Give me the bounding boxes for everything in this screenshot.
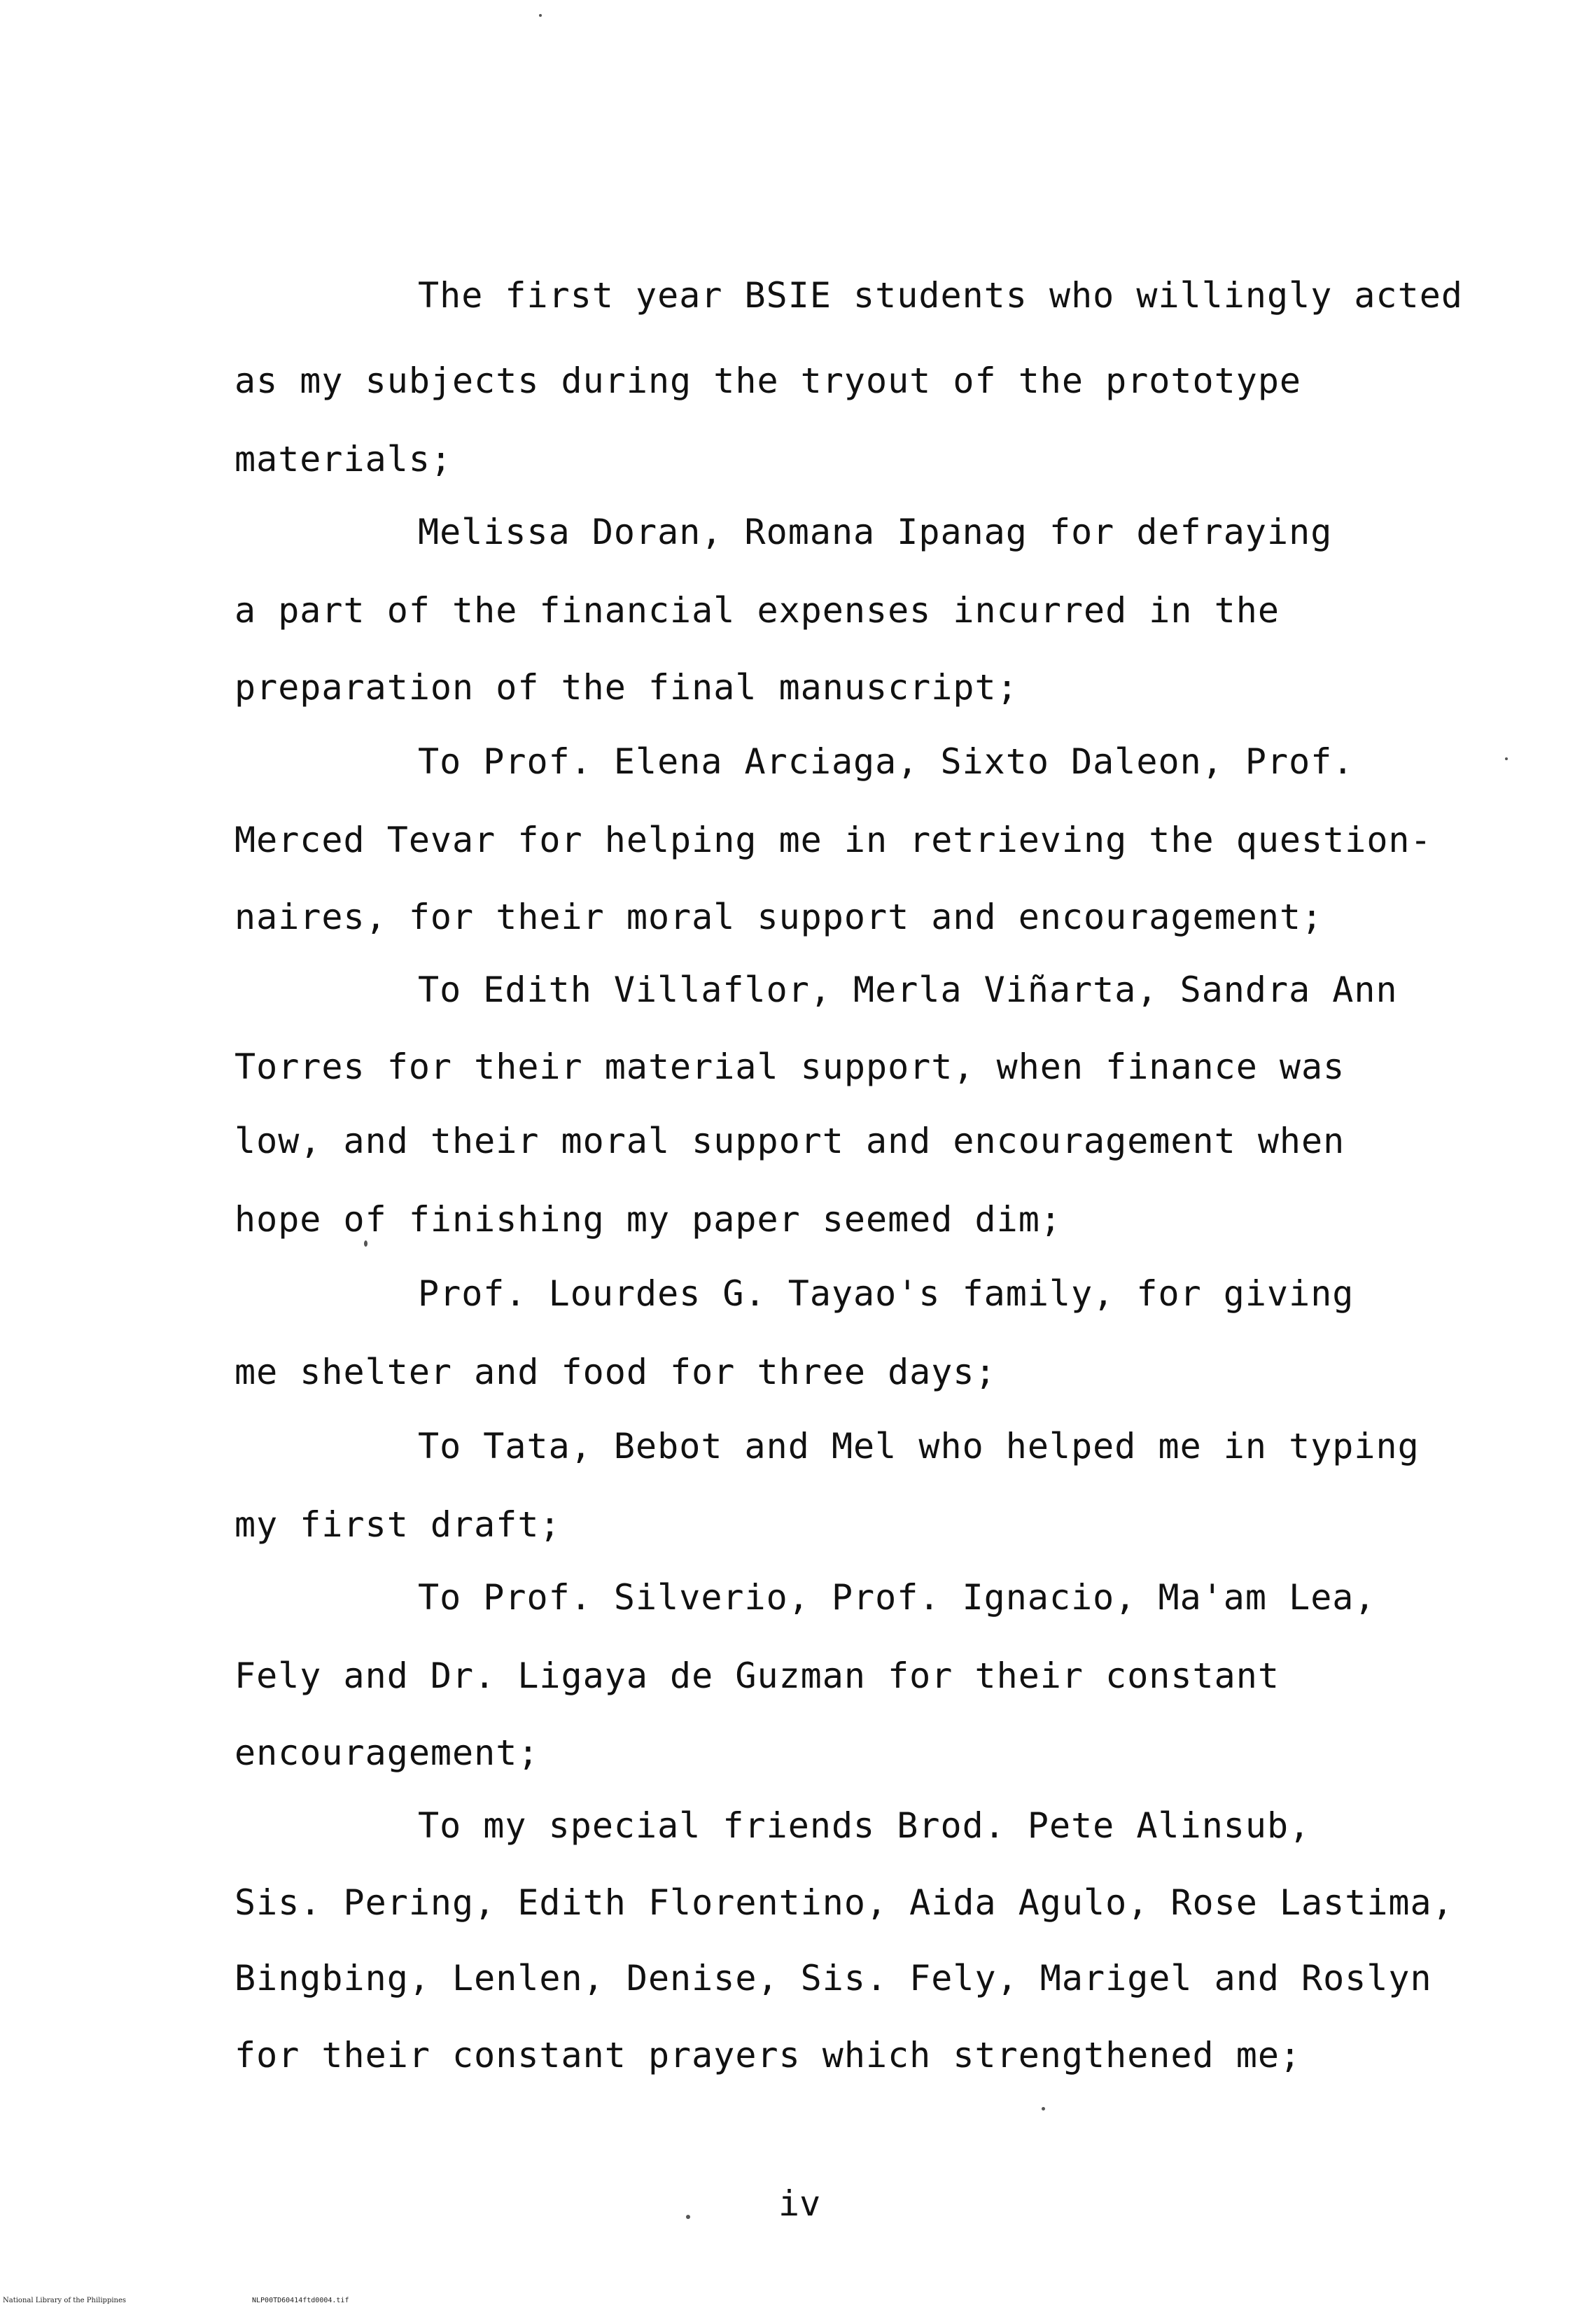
page-number: iv (778, 2183, 821, 2224)
scan-speck (364, 1240, 368, 1247)
text-line-11: Torres for their material support, when finance was (234, 1046, 1345, 1087)
library-footer: National Library of the Philippines (3, 2297, 127, 2304)
file-code-footer: NLP00TD60414ftd0004.tif (252, 2297, 349, 2304)
text-line-7: To Prof. Elena Arciaga, Sixto Daleon, Prof. (418, 741, 1354, 782)
text-line-3: materials; (234, 439, 453, 479)
text-line-9: naires, for their moral support and encouragement; (234, 897, 1324, 937)
text-line-12: low, and their moral support and encouragement when (234, 1121, 1345, 1161)
text-line-22: Sis. Pering, Edith Florentino, Aida Agulo, Rose Lastima, (234, 1882, 1454, 1923)
text-line-21: To my special friends Brod. Pete Alinsub, (418, 1805, 1311, 1846)
text-line-23: Bingbing, Lenlen, Denise, Sis. Fely, Marigel and Roslyn (234, 1958, 1432, 1998)
text-line-14: Prof. Lourdes G. Tayao's family, for giving (418, 1273, 1354, 1314)
text-line-20: encouragement; (234, 1732, 540, 1773)
text-line-5: a part of the financial expenses incurred in the (234, 590, 1280, 631)
text-line-17: my first draft; (234, 1504, 561, 1545)
scan-speck (686, 2215, 690, 2219)
scan-speck (539, 14, 542, 17)
text-line-10: To Edith Villaflor, Merla Viñarta, Sandra Ann (418, 969, 1398, 1010)
text-line-18: To Prof. Silverio, Prof. Ignacio, Ma'am Lea, (418, 1577, 1376, 1618)
text-line-8: Merced Tevar for helping me in retrieving the question- (234, 820, 1432, 860)
text-line-13: hope of finishing my paper seemed dim; (234, 1199, 1062, 1240)
text-line-16: To Tata, Bebot and Mel who helped me in typing (418, 1426, 1420, 1466)
scan-speck (1505, 757, 1508, 760)
text-line-24: for their constant prayers which strengthened me; (234, 2035, 1302, 2076)
text-line-2: as my subjects during the tryout of the prototype (234, 360, 1302, 401)
text-line-19: Fely and Dr. Ligaya de Guzman for their constant (234, 1656, 1280, 1696)
text-line-6: preparation of the final manuscript; (234, 667, 1018, 708)
text-line-1: The first year BSIE students who willingly acted (418, 275, 1463, 316)
text-line-4: Melissa Doran, Romana Ipanag for defraying (418, 512, 1333, 552)
text-line-15: me shelter and food for three days; (234, 1352, 997, 1392)
scan-speck (1042, 2107, 1045, 2110)
